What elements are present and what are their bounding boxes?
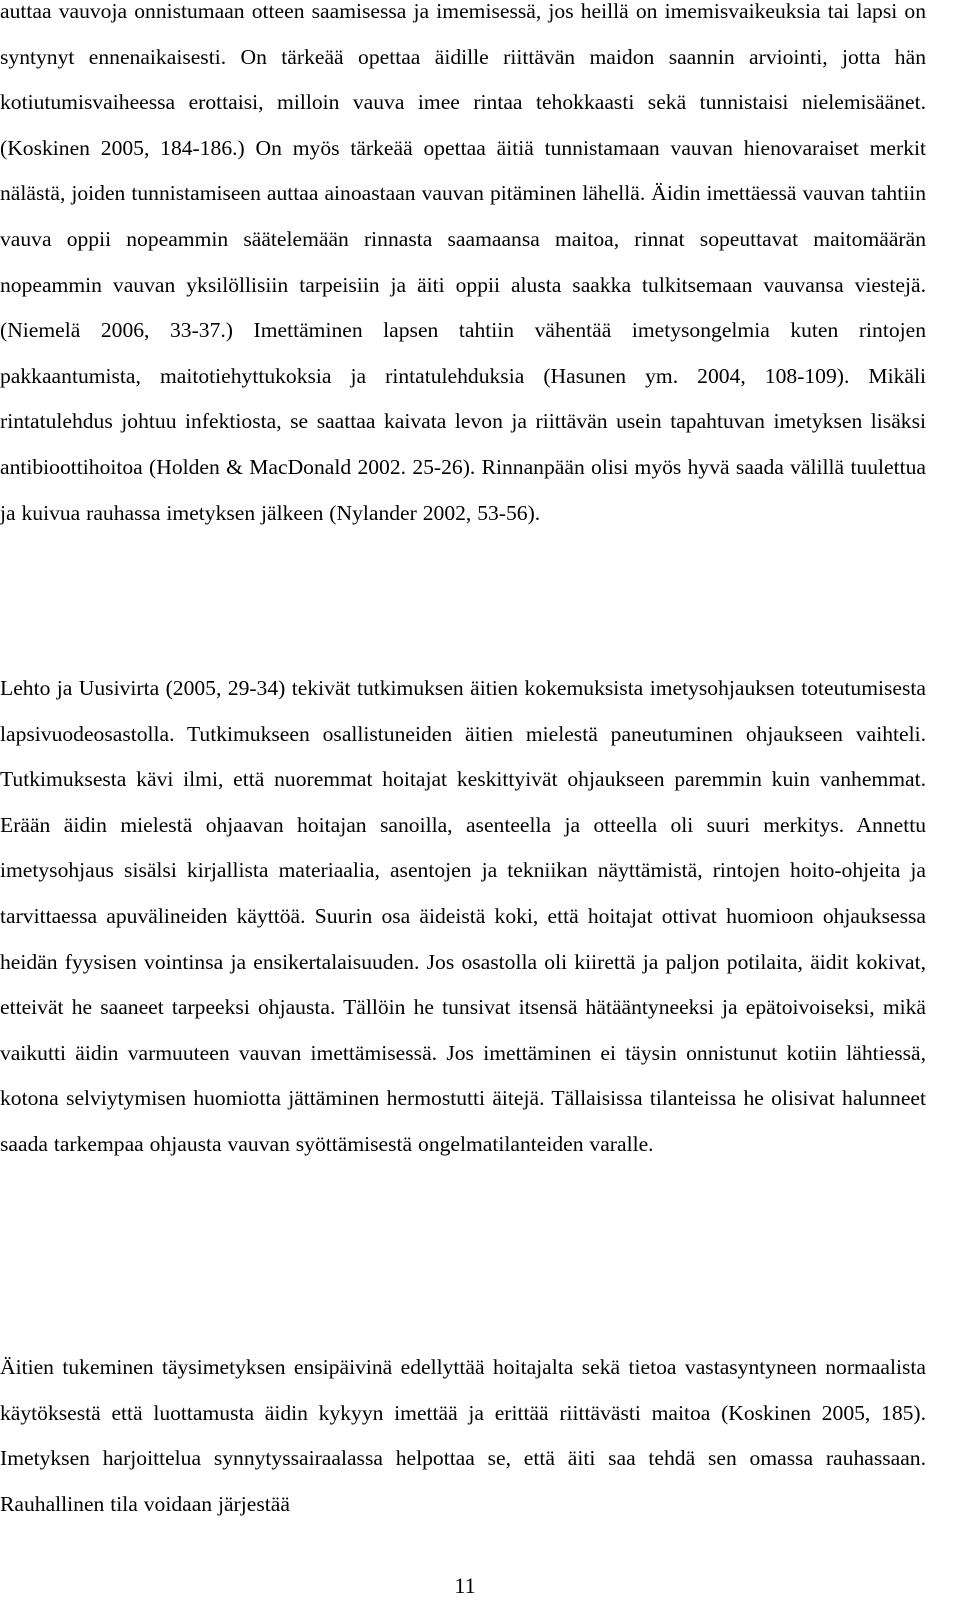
paragraph-lehto-uusivirta-study: Lehto ja Uusivirta (2005, 29-34) tekivät tutkimuksen äitien kokemuksista imetysohjauksen toteutumisesta lapsivuodeosastolla. Tutkimukseen osallistuneiden äitien mielestä paneutuminen ohjaukseen vaihteli. Tutkimuksesta kävi ilmi, että nuoremmat hoitajat keskittyivät ohjaukseen paremmin kuin vanhemmat. Erään äidin mielestä ohjaavan hoitajan sanoilla, asenteella ja otteella oli suuri merkitys. Annettu imetysohjaus sisälsi kirjallista materiaalia, asentojen ja tekniikan näyttämistä, rintojen hoito-ohjeita ja tarvittaessa apuvälineiden käyttöä. Suurin osa äideistä koki, että hoitajat ottivat huomioon ohjauksessa heidän fyysisen vointinsa ja ensikertalaisuuden. Jos osastolla oli kiirettä ja paljon potilaita, äidit kokivat, etteivät he saaneet tarpeeksi ohjausta. Tällöin he tunsivat itsensä hätääntyneeksi ja epätoivoiseksi, mikä vaikutti äidin varmuuteen vauvan imettämisessä. Jos imettäminen ei täysin onnistunut kotiin lähtiessä, kotona selviytymisen huomiotta jättäminen hermostutti äitejä. Tällaisissa tilanteissa he olisivat halunneet saada tarkempaa ohjausta vauvan syöttämisestä ongelmatilanteiden varalle. — [0, 676, 926, 1156]
paragraph-breastfeeding-guidance: auttaa vauvoja onnistumaan otteen saamisessa ja imemisessä, jos heillä on imemisvaikeuksia tai lapsi on syntynyt ennenaikaisesti. On tärkeää opettaa äidille riittävän maidon saannin arviointi, jotta hän kotiutumisvaiheessa erottaisi, milloin vauva imee rintaa tehokkaasti sekä tunnistaisi nielemisäänet. (Koskinen 2005, 184-186.) On myös tärkeää opettaa äitiä tunnistamaan vauvan hienovaraiset merkit nälästä, joiden tunnistamiseen auttaa ainoastaan vauvan pitäminen lähellä. Äidin imettäessä vauvan tahtiin vauva oppii nopeammin säätelemään rinnasta saamaansa maitoa, rinnat sopeuttavat maitomäärän nopeammin vauvan yksilöllisiin tarpeisiin ja äiti oppii alusta saakka tulkitsemaan vauvansa viestejä. (Niemelä 2006, 33-37.) Imettäminen lapsen tahtiin vähentää imetysongelmia kuten rintojen pakkaantumista, maitotiehyttukoksia ja rintatulehduksia (Hasunen ym. 2004, 108-109). Mikäli rintatulehdus johtuu infektiosta, se saattaa kaivata levon ja riittävän usein tapahtuvan imetyksen lisäksi antibioottihoitoa (Holden & MacDonald 2002. 25-26). Rinnanpään olisi myös hyvä saada välillä tuulettua ja kuivua rauhassa imetyksen jälkeen (Nylander 2002, 53-56). — [0, 0, 926, 525]
paragraph-supporting-mothers: Äitien tukeminen täysimetyksen ensipäivinä edellyttää hoitajalta sekä tietoa vastasyntyneen normaalista käytöksestä että luottamusta äidin kykyyn imettää ja erittää riittävästi maitoa (Koskinen 2005, 185). Imetyksen harjoittelua synnytyssairaalassa helpottaa se, että äiti saa tehdä sen omassa rauhassaan. Rauhallinen tila voidaan järjestää — [0, 1355, 926, 1516]
page-number: 11 — [454, 1573, 476, 1598]
